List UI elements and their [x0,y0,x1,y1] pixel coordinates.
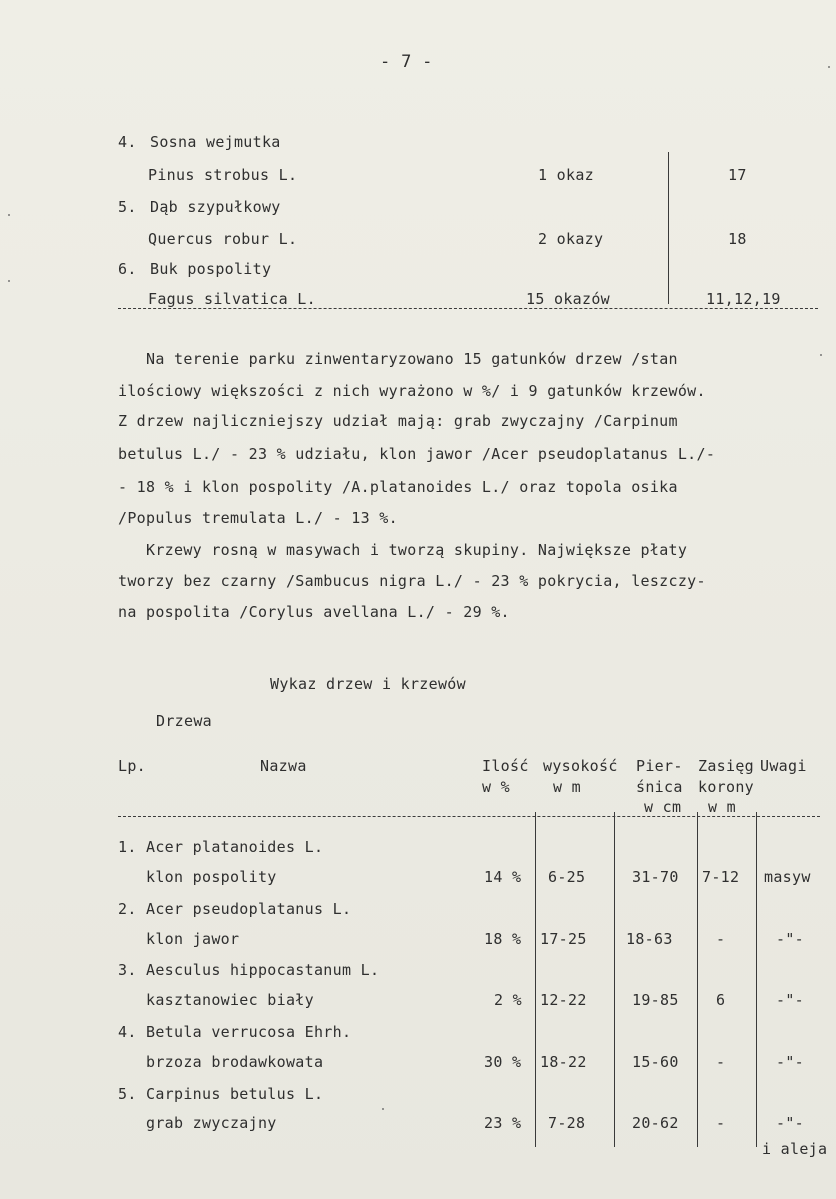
paragraph-line: ilościowy większości z nich wyrażono w %/ i 9 gatunków krzewów. [118,382,706,400]
row-ilosc: 30 % [484,1053,522,1071]
paper-speck [382,1108,384,1110]
row-number: 3. [118,961,137,979]
paper-speck [8,280,10,282]
row-ilosc: 23 % [484,1114,522,1132]
row-latin-name: Aesculus hippocastanum L. [146,961,380,979]
header-wysokosc-unit: w m [553,778,581,796]
row-wysokosc: 17-25 [540,930,587,948]
list-item-number: 4. [118,133,137,151]
paper-speck [8,214,10,216]
row-latin-name: Betula verrucosa Ehrh. [146,1023,352,1041]
header-zasieg-2: korony [698,778,754,796]
row-number: 5. [118,1085,137,1103]
row-uwagi: masyw [764,868,811,886]
row-ilosc: 2 % [494,991,522,1009]
row-number: 2. [118,900,137,918]
row-ilosc: 14 % [484,868,522,886]
row-ilosc: 18 % [484,930,522,948]
paragraph-line: Krzewy rosną w masywach i tworzą skupiny. Największe płaty [146,541,688,559]
row-uwagi-continued: i aleja [762,1140,828,1158]
header-ilosc: Ilość [482,757,529,775]
row-zasieg: - [716,930,726,948]
table-header-rule [118,816,820,817]
list-item-name: Buk pospolity [150,260,272,278]
row-piersnica: 15-60 [632,1053,679,1071]
header-nazwa: Nazwa [260,757,307,775]
row-zasieg: 7-12 [702,868,740,886]
list-item-name: Dąb szypułkowy [150,198,281,216]
list-item-name: Sosna wejmutka [150,133,281,151]
page-number: - 7 - [380,52,433,72]
list-item-ref: 17 [728,166,747,184]
paragraph-line: na pospolita /Corylus avellana L./ - 29 %. [118,603,510,621]
row-common-name: brzoza brodawkowata [146,1053,324,1071]
column-rule [535,812,536,1147]
row-latin-name: Carpinus betulus L. [146,1085,324,1103]
header-ilosc-unit: w % [482,778,510,796]
header-uwagi: Uwagi [760,757,807,775]
section-heading: Drzewa [156,712,212,730]
row-zasieg: 6 [716,991,726,1009]
paragraph-line: Na terenie parku zinwentaryzowano 15 gatunków drzew /stan [146,350,678,368]
row-uwagi: -"- [776,991,804,1009]
row-wysokosc: 12-22 [540,991,587,1009]
row-common-name: grab zwyczajny [146,1114,277,1132]
row-piersnica: 18-63 [626,930,673,948]
column-rule [668,152,669,304]
header-piersnica: Pier- [636,757,683,775]
list-item-ref: 18 [728,230,747,248]
dashed-rule [118,308,818,309]
row-piersnica: 19-85 [632,991,679,1009]
header-zasieg: Zasięg [698,757,754,775]
list-item-number: 6. [118,260,137,278]
row-wysokosc: 7-28 [548,1114,586,1132]
paragraph-line: /Populus tremulata L./ - 13 %. [118,509,398,527]
list-item-count: 1 okaz [538,166,594,184]
row-wysokosc: 6-25 [548,868,586,886]
list-item-latin: Pinus strobus L. [148,166,298,184]
row-uwagi: -"- [776,1053,804,1071]
row-common-name: kasztanowiec biały [146,991,314,1009]
table-title: Wykaz drzew i krzewów [270,675,466,693]
row-piersnica: 20-62 [632,1114,679,1132]
list-item-ref: 11,12,19 [706,290,781,308]
list-item-count: 15 okazów [526,290,610,308]
list-item-count: 2 okazy [538,230,604,248]
row-uwagi: -"- [776,930,804,948]
row-common-name: klon pospolity [146,868,277,886]
column-rule [697,812,698,1147]
row-zasieg: - [716,1114,726,1132]
header-piersnica-unit: w cm [644,798,682,816]
header-zasieg-unit: w m [708,798,736,816]
list-item-number: 5. [118,198,137,216]
row-zasieg: - [716,1053,726,1071]
list-item-latin: Fagus silvatica L. [148,290,316,308]
column-rule [614,812,615,1147]
paper-speck [820,354,822,356]
list-item-latin: Quercus robur L. [148,230,298,248]
column-rule [756,812,757,1147]
paragraph-line: tworzy bez czarny /Sambucus nigra L./ - 23 % pokrycia, leszczy- [118,572,706,590]
row-common-name: klon jawor [146,930,240,948]
header-piersnica-2: śnica [636,778,683,796]
paragraph-line: - 18 % i klon pospolity /A.platanoides L./ oraz topola osika [118,478,678,496]
row-number: 1. [118,838,137,856]
row-latin-name: Acer pseudoplatanus L. [146,900,352,918]
row-number: 4. [118,1023,137,1041]
row-uwagi: -"- [776,1114,804,1132]
paragraph-line: Z drzew najliczniejszy udział mają: grab zwyczajny /Carpinum [118,412,678,430]
row-piersnica: 31-70 [632,868,679,886]
row-latin-name: Acer platanoides L. [146,838,324,856]
row-wysokosc: 18-22 [540,1053,587,1071]
header-wysokosc: wysokość [543,757,618,775]
header-lp: Lp. [118,757,146,775]
paper-speck [828,66,830,68]
paragraph-line: betulus L./ - 23 % udziału, klon jawor /Acer pseudoplatanus L./- [118,445,716,463]
